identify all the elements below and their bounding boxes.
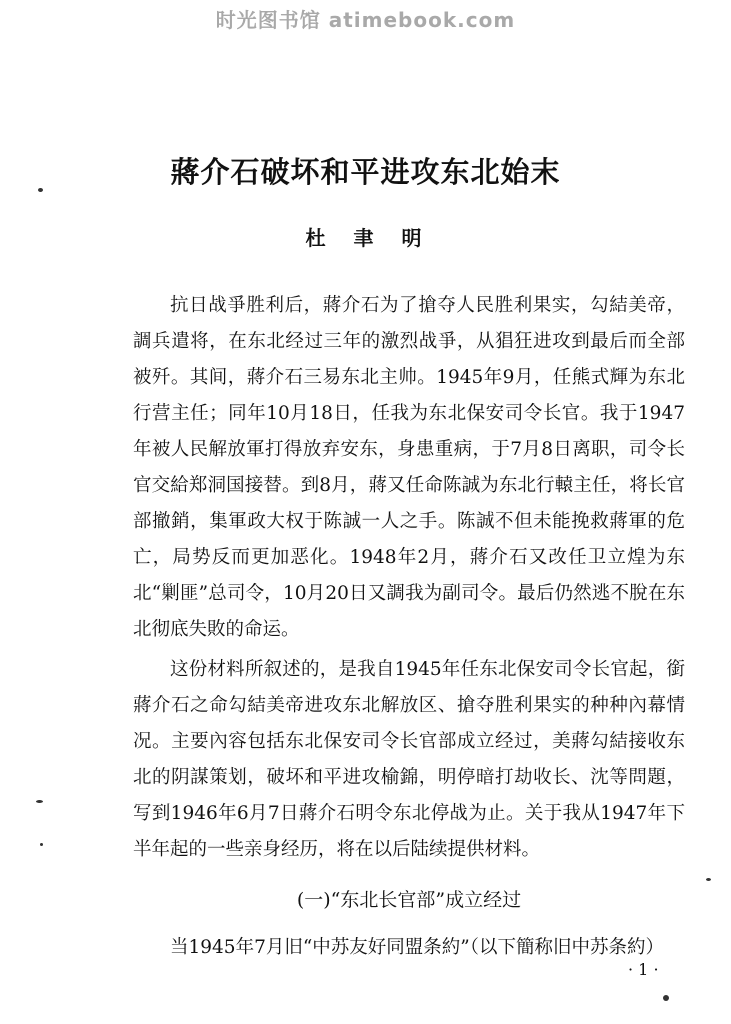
- scan-speck: [706, 878, 711, 881]
- section-heading: (一)“东北长官部”成立经过: [296, 889, 522, 911]
- scan-speck: [38, 188, 43, 192]
- document-body: [133, 288, 685, 966]
- page-number: · 1 ·: [628, 960, 659, 979]
- scan-speck: [663, 995, 669, 1001]
- document-title: 蔣介石破坏和平进攻东北始末: [170, 155, 561, 189]
- watermark-text: 时光图书馆 atimebook.com: [215, 8, 516, 32]
- paragraph-2: 这份材料所叙述的，是我自1945年任东北保安司令长官起，銜蔣介石之命勾結美帝进攻东北解放区、搶夺胜利果实的种种內幕情况。主要內容包括东北保安司令长官部成立经过，美蔣勾結接收东北的阴謀策划，破坏和平进攻榆錦，明停暗打劫收长、沈等問題，写到1946年6月7日蔣介石明令东北停战为止。关于我从1947年下半年起的一些亲身经历，将在以后陆续提供材料。: [133, 659, 685, 860]
- paragraph-1: 抗日战爭胜利后，蔣介石为了搶夺人民胜利果实，勾結美帝，調兵遣将，在东北经过三年的激烈战爭，从猖狂进攻到最后而全部被歼。其间，蔣介石三易东北主帅。1945年9月，任熊式輝为东北行营主任；同年10月18日，任我为东北保安司令长官。我于1947年被人民解放軍打得放弃安东，身患重病，于7月8日离职，司令长官交給郑洞国接替。到8月，蔣又任命陈誠为东北行轅主任，将长官部撤銷，集軍政大权于陈誠一人之手。陈誠不但未能挽救蔣軍的危亡，局势反而更加恶化。1948年2月，蔣介石又改任卫立煌为东北“剿匪”总司令，10月20日又調我为副司令。最后仍然逃不脫在东北彻底失敗的命运。: [133, 295, 685, 640]
- document-author: 杜聿明: [305, 226, 450, 250]
- paragraph-3: 当1945年7月旧“中苏友好同盟条約”（以下簡称旧中苏条約）: [170, 937, 665, 958]
- scan-speck: [40, 843, 43, 846]
- scan-speck: [36, 800, 43, 803]
